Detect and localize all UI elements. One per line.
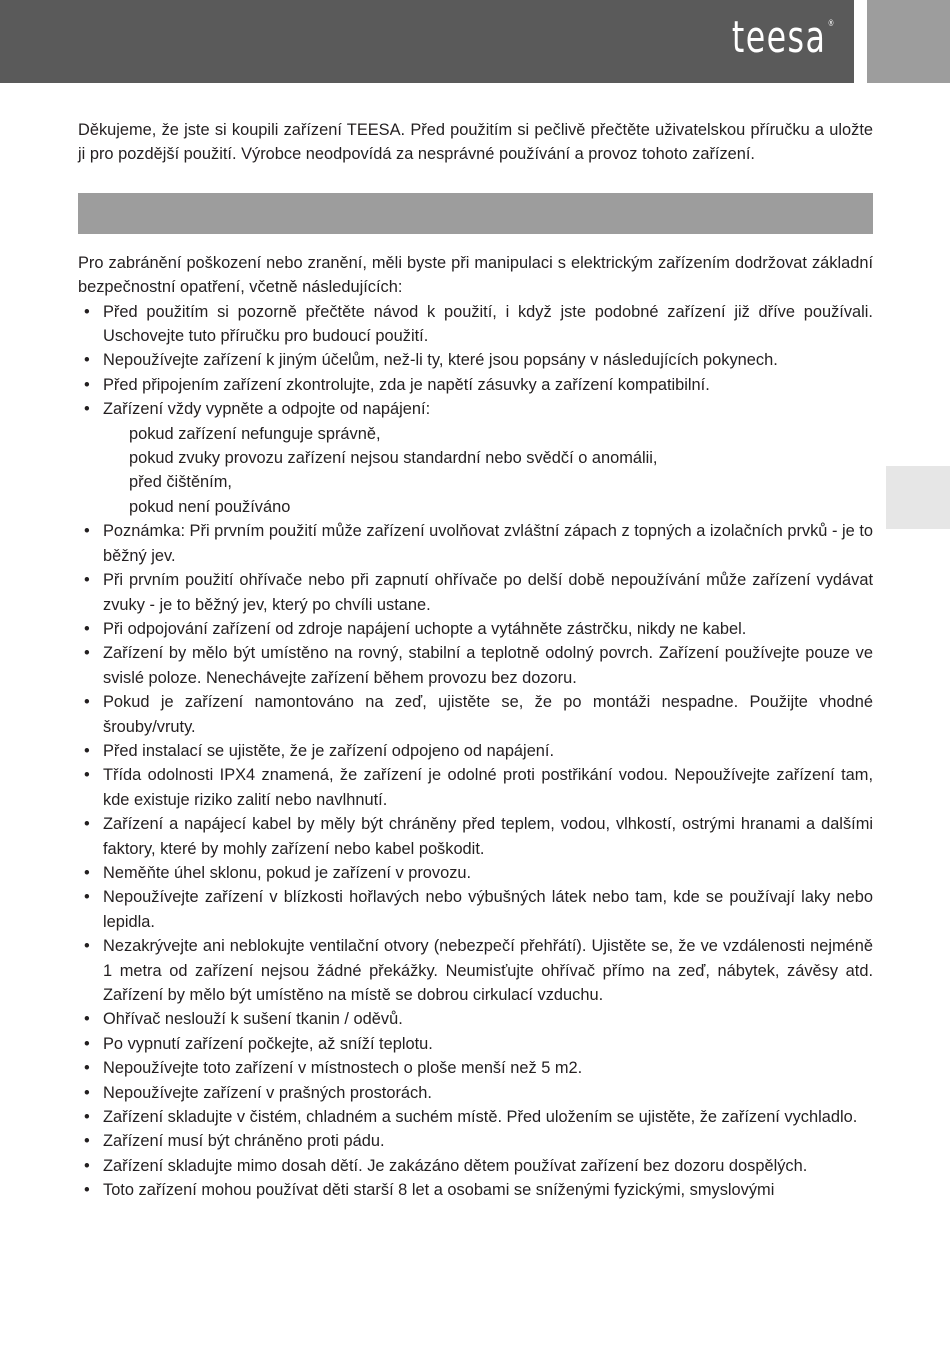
list-item: • Neměňte úhel sklonu, pokud je zařízení v provozu. bbox=[78, 861, 873, 885]
list-item: • Nezakrývejte ani neblokujte ventilační otvory (nebezpečí přehřátí). Ujistěte se, že ve vzdálenosti nejméně 1 metra od zařízení nejsou žádné překážky. Neumisťujte ohřívač přímo na zeď, nábytek, závěsy atd. Zařízení by mělo být umístěno na místě se dobrou cirkulací vzduchu. bbox=[78, 934, 873, 1007]
list-item bbox=[78, 397, 873, 519]
sub-item: pokud zařízení nefunguje správně, bbox=[129, 424, 381, 443]
list-item: • Při prvním použití ohřívače nebo při zapnutí ohřívače po delší době nepoužívání může zařízení vydávat zvuky - je to běžný jev, který po chvíli ustane. bbox=[78, 568, 873, 617]
sub-item: před čištěním, bbox=[129, 473, 232, 492]
logo-text: teesa bbox=[731, 12, 827, 63]
header-bar bbox=[0, 0, 854, 83]
manual-content bbox=[78, 118, 873, 1203]
list-item: • Třída odolnosti IPX4 znamená, že zařízení je odolné proti postřikání vodou. Nepoužívejte zařízení tam, kde existuje riziko zalití nebo navlhnutí. bbox=[78, 763, 873, 812]
registered-mark: ® bbox=[827, 19, 834, 29]
list-item: • Nepoužívejte zařízení k jiným účelům, než-li ty, které jsou popsány v následujících pokynech. bbox=[78, 348, 873, 372]
list-item: • Zařízení skladujte mimo dosah dětí. Je zakázáno dětem používat zařízení bez dozoru dospělých. bbox=[78, 1154, 873, 1178]
list-item: • Zařízení skladujte v čistém, chladném a suchém místě. Před uložením se ujistěte, že zařízení vychladlo. bbox=[78, 1105, 873, 1129]
list-item: • Ohřívač neslouží k sušení tkanin / oděvů. bbox=[78, 1007, 873, 1031]
intro-paragraph: Děkujeme, že jste si koupili zařízení TEESA. Před použitím si pečlivě přečtěte uživatelskou příručku a uložte ji pro pozdější použití. Výrobce neodpovídá za nesprávné používání a provoz tohoto zařízení. bbox=[78, 121, 873, 164]
side-language-tab bbox=[886, 466, 950, 529]
list-item: • Nepoužívejte toto zařízení v místnostech o ploše menší než 5 m2. bbox=[78, 1056, 873, 1080]
list-item: • Před instalací se ujistěte, že je zařízení odpojeno od napájení. bbox=[78, 739, 873, 763]
list-item: • Nepoužívejte zařízení v prašných prostorách. bbox=[78, 1081, 873, 1105]
sub-item: pokud zvuky provozu zařízení nejsou standardní nebo svědčí o anomálii, bbox=[129, 449, 658, 468]
safety-rules-list bbox=[78, 300, 873, 1203]
safety-lead-text: Pro zabránění poškození nebo zranění, měli byste při manipulaci s elektrickým zařízením dodržovat základní bezpečnostní opatření, včetně následujících: bbox=[78, 253, 873, 297]
list-item: • Zařízení a napájecí kabel by měly být chráněny před teplem, vodou, vlhkostí, ostrými hranami a dalšími faktory, které by mohly zařízení nebo kabel poškodit. bbox=[78, 812, 873, 861]
list-item: • Po vypnutí zařízení počkejte, až sníží teplotu. bbox=[78, 1032, 873, 1056]
list-item: • Poznámka: Při prvním použití může zařízení uvolňovat zvláštní zápach z topných a izolačních prvků - je to běžný jev. bbox=[78, 519, 873, 568]
sub-item: pokud není používáno bbox=[129, 497, 291, 516]
list-item: • Toto zařízení mohou používat děti starší 8 let a osobami se sníženými fyzickými, smyslovými bbox=[78, 1178, 873, 1202]
list-item-text: Zařízení vždy vypněte a odpojte od napájení: bbox=[103, 400, 431, 419]
list-item: • Zařízení musí být chráněno proti pádu. bbox=[78, 1129, 873, 1153]
list-item: • Před použitím si pozorně přečtěte návod k použití, i když jste podobné zařízení již dříve používali. Uschovejte tuto příručku pro budoucí použití. bbox=[78, 300, 873, 349]
list-item: • Pokud je zařízení namontováno na zeď, ujistěte se, že po montáži nespadne. Použijte vhodné šrouby/vruty. bbox=[78, 690, 873, 739]
list-item: • Při odpojování zařízení od zdroje napájení uchopte a vytáhněte zástrčku, nikdy ne kabel. bbox=[78, 617, 873, 641]
section-header-bar bbox=[78, 193, 873, 234]
list-item: • Zařízení by mělo být umístěno na rovný, stabilní a teplotně odolný povrch. Zařízení používejte pouze ve svislé poloze. Nenechávejte zařízení během provozu bez dozoru. bbox=[78, 641, 873, 690]
brand-logo bbox=[732, 8, 834, 68]
list-item: • Před připojením zařízení zkontrolujte, zda je napětí zásuvky a zařízení kompatibilní. bbox=[78, 373, 873, 397]
list-item: • Nepoužívejte zařízení v blízkosti hořlavých nebo výbušných látek nebo tam, kde se používají laky nebo lepidla. bbox=[78, 885, 873, 934]
header-page-tab bbox=[867, 0, 950, 83]
